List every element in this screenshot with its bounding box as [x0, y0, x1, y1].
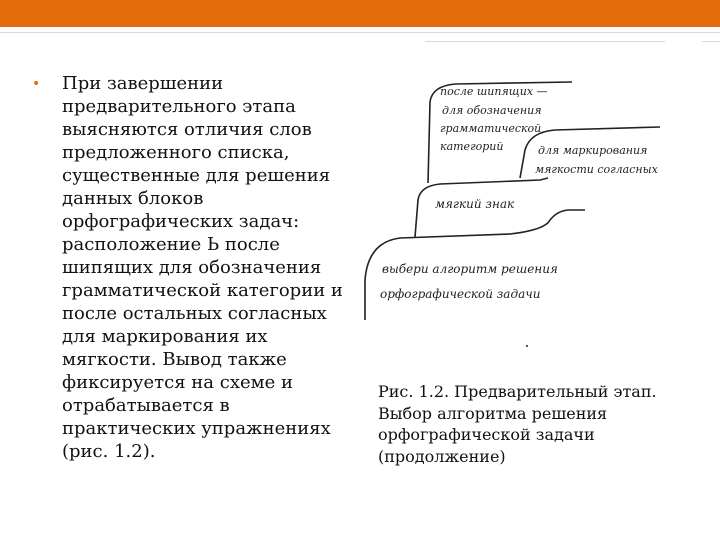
header-accent-bar — [0, 0, 720, 27]
block-2-line-2: мягкости согласных — [535, 163, 658, 176]
header-rule-lines — [0, 27, 720, 47]
stray-dot — [526, 345, 528, 347]
block-2-line-1: для маркирования — [538, 144, 648, 157]
figure-caption: Рис. 1.2. Предварительный этап. Выбор алгоритма решения орфографической задачи (продолжение) — [378, 382, 657, 466]
round-bullet-icon: • — [32, 76, 41, 92]
block-1-line-3: грамматической — [440, 122, 542, 135]
block-1-line-1: после шипящих — — [440, 85, 548, 98]
block-4-line-1: выбери алгоритм решения — [382, 262, 558, 276]
handwritten-scheme-figure — [360, 70, 680, 360]
body-text: При завершении предварительного этапа выясняются отличия слов предложенного списка, существенные для решения данных блоков орфографических задач: расположение Ь после шипящих для обозначения грамматической категории и после остальных согласных для маркирования их мягкости. Вывод также фиксируется на схеме и отрабатывается в практических упражнениях (рис. 1.2). — [62, 73, 343, 462]
block-1-line-2: для обозначения — [442, 104, 542, 117]
block-4-line-2: орфографической задачи — [380, 287, 541, 301]
block-1-line-4: категорий — [440, 140, 504, 153]
block-3-line-1: мягкий знак — [435, 197, 515, 211]
scheme-drawing — [360, 70, 680, 360]
